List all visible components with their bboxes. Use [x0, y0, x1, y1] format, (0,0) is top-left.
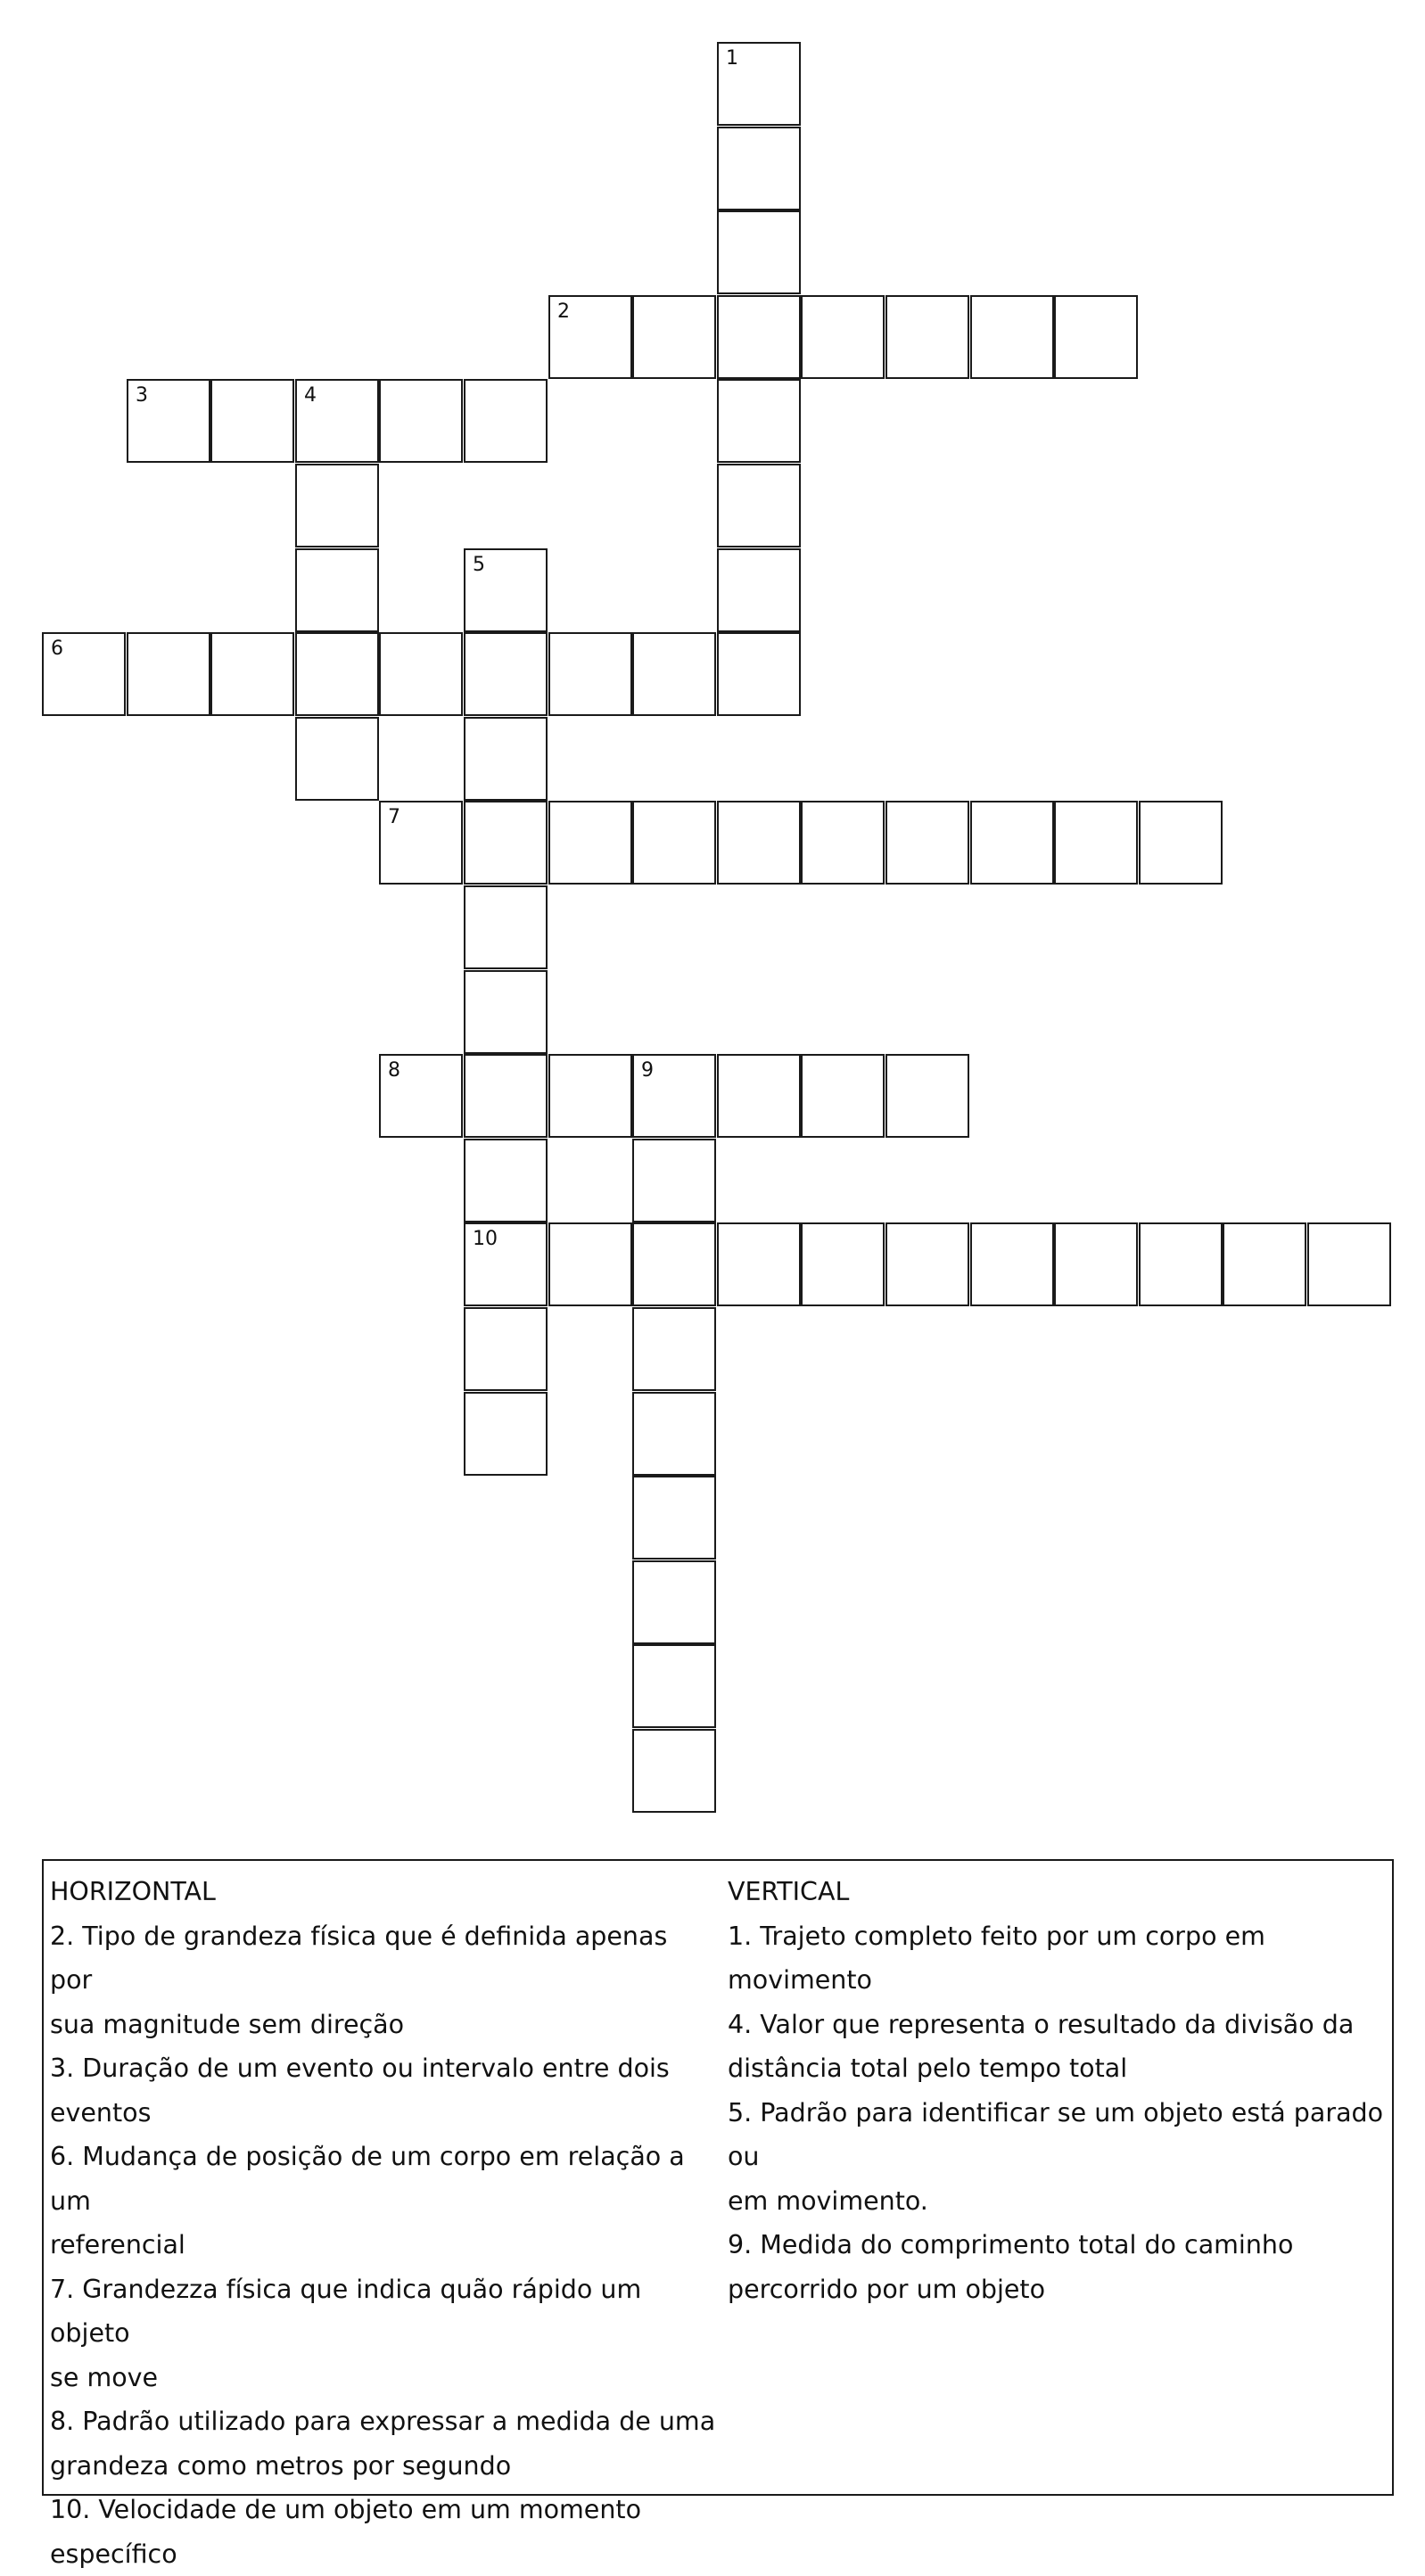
crossword-cell[interactable]: [717, 210, 801, 294]
crossword-cell[interactable]: [632, 1729, 716, 1813]
crossword-cell[interactable]: [295, 464, 379, 547]
crossword-cell[interactable]: [1054, 295, 1138, 379]
clue-number: 5: [473, 556, 485, 575]
clue-number: 6: [51, 639, 63, 659]
crossword-cell-7[interactable]: [379, 801, 463, 885]
clue-line: eventos: [50, 2091, 717, 2136]
crossword-cell[interactable]: [464, 801, 548, 885]
clue-number: 3: [136, 386, 148, 406]
clue-line: percorrido por um objeto: [728, 2267, 1389, 2312]
crossword-cell[interactable]: [632, 1307, 716, 1391]
crossword-cell[interactable]: [210, 379, 294, 463]
crossword-cell[interactable]: [548, 1222, 632, 1306]
crossword-cell[interactable]: [717, 1054, 801, 1138]
crossword-cell[interactable]: [464, 1307, 548, 1391]
crossword-cell-9[interactable]: [632, 1054, 716, 1138]
clue-line: 10. Velocidade de um objeto em um momento: [50, 2488, 717, 2532]
clue-line: distância total pelo tempo total: [728, 2046, 1389, 2091]
crossword-cell-10[interactable]: [464, 1222, 548, 1306]
crossword-cell-2[interactable]: [548, 295, 632, 379]
crossword-cell[interactable]: [464, 970, 548, 1054]
clue-line: 6. Mudança de posição de um corpo em relação a um: [50, 2135, 717, 2223]
clues-box: [42, 1859, 1394, 2496]
crossword-cell[interactable]: [379, 379, 463, 463]
clue-line: 5. Padrão para identificar se um objeto está parado ou: [728, 2091, 1389, 2179]
clue-line: 7. Grandezza física que indica quão rápido um objeto: [50, 2267, 717, 2356]
clue-line: 2. Tipo de grandeza física que é definida apenas por: [50, 1914, 717, 2003]
crossword-cell-5[interactable]: [464, 548, 548, 632]
clue-number: 4: [304, 386, 317, 406]
vertical-heading: VERTICAL: [728, 1870, 1389, 1914]
crossword-cell[interactable]: [464, 717, 548, 801]
crossword-cell[interactable]: [885, 801, 969, 885]
crossword-cell[interactable]: [464, 1054, 548, 1138]
crossword-cell[interactable]: [717, 1222, 801, 1306]
crossword-cell-8[interactable]: [379, 1054, 463, 1138]
crossword-cell[interactable]: [632, 1139, 716, 1222]
crossword-cell[interactable]: [717, 632, 801, 716]
crossword-cell-1[interactable]: [717, 42, 801, 126]
crossword-cell[interactable]: [970, 1222, 1054, 1306]
crossword-cell[interactable]: [1139, 801, 1223, 885]
vertical-clues: [728, 1870, 1389, 2311]
crossword-cell[interactable]: [801, 1222, 885, 1306]
crossword-cell[interactable]: [717, 801, 801, 885]
crossword-cell[interactable]: [295, 548, 379, 632]
crossword-cell[interactable]: [632, 1222, 716, 1306]
crossword-cell[interactable]: [1307, 1222, 1391, 1306]
clue-line: 4. Valor que representa o resultado da divisão da: [728, 2003, 1389, 2047]
clue-number: 1: [726, 49, 738, 69]
clue-number: 8: [388, 1061, 400, 1081]
crossword-cell[interactable]: [717, 548, 801, 632]
crossword-cell[interactable]: [295, 632, 379, 716]
clue-number: 10: [473, 1230, 498, 1249]
crossword-cell[interactable]: [548, 632, 632, 716]
crossword-cell[interactable]: [801, 295, 885, 379]
crossword-cell[interactable]: [548, 801, 632, 885]
crossword-cell[interactable]: [885, 1054, 969, 1138]
crossword-cell[interactable]: [717, 127, 801, 210]
crossword-cell-3[interactable]: [127, 379, 210, 463]
clue-line: em movimento.: [728, 2179, 1389, 2224]
clue-line: 8. Padrão utilizado para expressar a medida de uma: [50, 2399, 717, 2444]
crossword-cell[interactable]: [632, 295, 716, 379]
crossword-cell[interactable]: [801, 801, 885, 885]
crossword-cell[interactable]: [632, 1392, 716, 1476]
crossword-cell[interactable]: [464, 379, 548, 463]
crossword-cell[interactable]: [632, 801, 716, 885]
crossword-cell[interactable]: [379, 632, 463, 716]
clue-line: específico: [50, 2532, 717, 2576]
crossword-cell[interactable]: [801, 1054, 885, 1138]
crossword-cell[interactable]: [632, 1476, 716, 1560]
crossword-cell-6[interactable]: [42, 632, 126, 716]
crossword-cell[interactable]: [1223, 1222, 1306, 1306]
horizontal-clues: [50, 1870, 717, 2576]
crossword-cell[interactable]: [127, 632, 210, 716]
crossword-cell[interactable]: [885, 295, 969, 379]
crossword-cell[interactable]: [464, 1139, 548, 1222]
crossword-cell[interactable]: [632, 1644, 716, 1728]
crossword-cell[interactable]: [1054, 801, 1138, 885]
clue-line: 9. Medida do comprimento total do caminho: [728, 2223, 1389, 2267]
crossword-cell[interactable]: [717, 379, 801, 463]
crossword-cell-4[interactable]: [295, 379, 379, 463]
crossword-cell[interactable]: [885, 1222, 969, 1306]
crossword-cell[interactable]: [464, 632, 548, 716]
crossword-cell[interactable]: [464, 885, 548, 969]
clue-number: 2: [557, 302, 570, 322]
crossword-cell[interactable]: [210, 632, 294, 716]
crossword-cell[interactable]: [717, 464, 801, 547]
clue-line: referencial: [50, 2223, 717, 2267]
clue-line: 1. Trajeto completo feito por um corpo em movimento: [728, 1914, 1389, 2003]
clue-number: 9: [641, 1061, 654, 1081]
clue-line: grandeza como metros por segundo: [50, 2444, 717, 2489]
crossword-cell[interactable]: [464, 1392, 548, 1476]
crossword-cell[interactable]: [970, 801, 1054, 885]
crossword-cell[interactable]: [632, 632, 716, 716]
crossword-cell[interactable]: [1054, 1222, 1138, 1306]
crossword-cell[interactable]: [295, 717, 379, 801]
crossword-cell[interactable]: [717, 295, 801, 379]
clue-number: 7: [388, 808, 400, 827]
crossword-cell[interactable]: [1139, 1222, 1223, 1306]
crossword-cell[interactable]: [970, 295, 1054, 379]
crossword-cell[interactable]: [548, 1054, 632, 1138]
clue-line: sua magnitude sem direção: [50, 2003, 717, 2047]
clue-line: se move: [50, 2356, 717, 2400]
horizontal-heading: HORIZONTAL: [50, 1870, 717, 1914]
clue-line: 3. Duração de um evento ou intervalo entre dois: [50, 2046, 717, 2091]
crossword-cell[interactable]: [632, 1560, 716, 1644]
